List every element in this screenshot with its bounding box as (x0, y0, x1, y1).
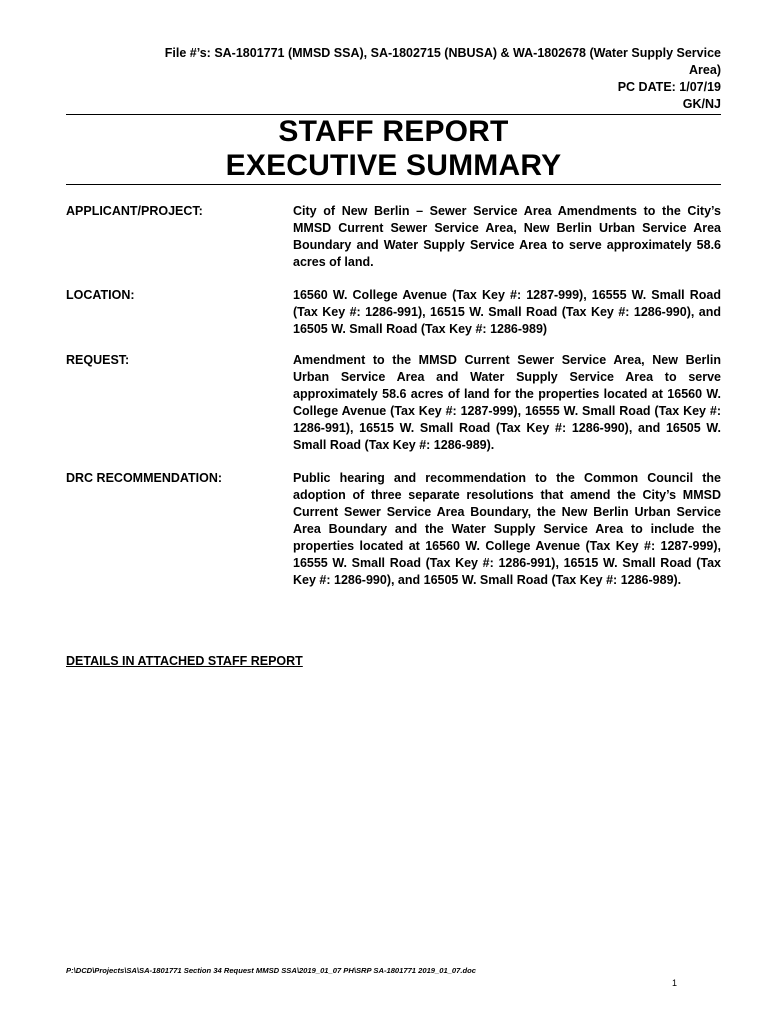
staff-initials: GK/NJ (682, 97, 721, 111)
section-value: Amendment to the MMSD Current Sewer Service Area, New Berlin Urban Service Area and Water Supply Service Area to serve approximately 58.6 acres of land for the properties located at 16560 W. College Avenue (Tax Key #: 1287-999), 16555 W. Small Road (Tax Key #: 1286-991), 16515 W. Small Road (Tax Key #: 1286-990), and 16505 W. Small Road (Tax Key #: 1286-989). (293, 353, 721, 452)
report-title-line2: EXECUTIVE SUMMARY (225, 149, 562, 182)
page-number: 1 (672, 978, 678, 988)
title-bottom-rule (66, 184, 721, 185)
file-numbers-line-continued: Area) (689, 63, 721, 77)
report-title (66, 115, 721, 183)
section-value: City of New Berlin – Sewer Service Area Amendments to the City’s MMSD Current Sewer Service Area, New Berlin Urban Service Area Boundary and Water Supply Service Area to serve approximately 58.6 acres of land. (293, 204, 721, 269)
pc-date: PC DATE: 1/07/19 (617, 80, 721, 94)
file-numbers-line: File #’s: SA-1801771 (MMSD SSA), SA-1802715 (NBUSA) & WA-1802678 (Water Supply Service (164, 46, 721, 60)
footer-file-path: P:\DCD\Projects\SA\SA-1801771 Section 34 Request MMSD SSA\2019_01_07 PH\SRP SA-1801771 2019_01_07.doc (66, 966, 476, 975)
section-value: Public hearing and recommendation to the Common Council the adoption of three separate resolutions that amend the City’s MMSD Current Sewer Service Area Boundary, the New Berlin Urban Service Area Boundary and the Water Supply Service Area to include the properties located at 16560 W. College Avenue (Tax Key #: 1287-999), 16555 W. Small Road (Tax Key #: 1286-991), 16515 W. Small Road (Tax Key #: 1286-990), and 16505 W. Small Road (Tax Key #: 1286-989). (293, 471, 721, 587)
section-value: 16560 W. College Avenue (Tax Key #: 1287-999), 16555 W. Small Road (Tax Key #: 1286-991), 16515 W. Small Road (Tax Key #: 1286-990), and 16505 W. Small Road (Tax Key #: 1286-989) (293, 288, 721, 336)
details-in-attached-staff-report: DETAILS IN ATTACHED STAFF REPORT (66, 654, 303, 668)
section-label: REQUEST: (66, 353, 130, 367)
report-title-line1: STAFF REPORT (278, 115, 509, 148)
section-label: LOCATION: (66, 288, 135, 302)
file-header (66, 45, 721, 113)
section-label: APPLICANT/PROJECT: (66, 204, 203, 218)
section-label: DRC RECOMMENDATION: (66, 471, 223, 485)
